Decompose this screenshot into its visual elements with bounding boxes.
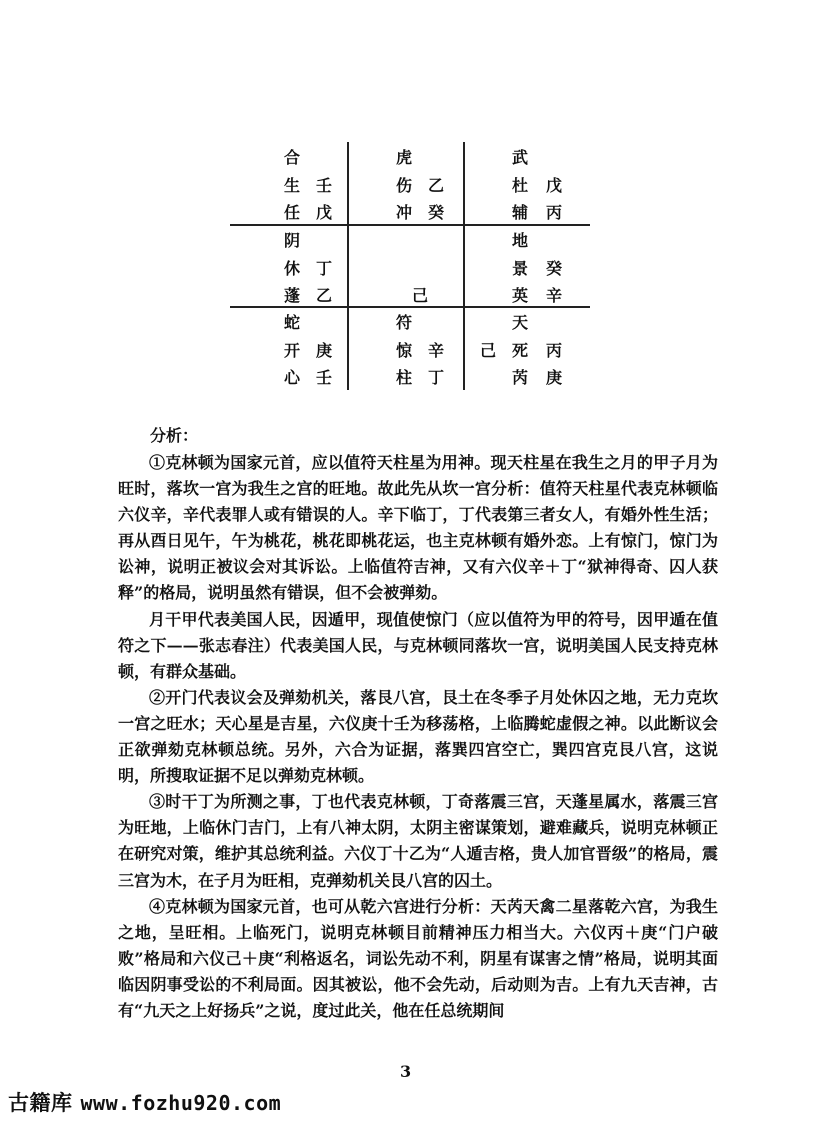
palace-e-door: 景 bbox=[512, 259, 529, 278]
palace-se-door: 死 bbox=[512, 341, 529, 360]
palace-n-star: 冲 bbox=[396, 203, 413, 222]
footer-url: www.fozhu920.com bbox=[80, 1091, 282, 1115]
palace-se-door-stem: 丙 bbox=[546, 341, 563, 360]
palace-w-door: 休 bbox=[284, 259, 301, 278]
palace-sw-star: 心 bbox=[284, 368, 301, 387]
palace-sw-door-stem: 庚 bbox=[316, 341, 333, 360]
grid-vline-right bbox=[463, 142, 465, 390]
palace-nw-star-stem: 戊 bbox=[316, 203, 333, 222]
palace-s-door: 惊 bbox=[396, 341, 413, 360]
palace-s-god: 符 bbox=[396, 313, 413, 332]
palace-nw-god: 合 bbox=[284, 148, 301, 167]
palace-se-extra-stem: 己 bbox=[480, 341, 497, 360]
palace-w-star-stem: 乙 bbox=[316, 286, 333, 305]
palace-se-god: 天 bbox=[512, 313, 529, 332]
palace-w-god: 阴 bbox=[284, 231, 301, 250]
page-number: 3 bbox=[400, 1062, 412, 1081]
palace-ne-star: 辅 bbox=[512, 203, 529, 222]
grid-hline-top bbox=[230, 224, 590, 226]
analysis-paragraph-3: ②开门代表议会及弹劾机关，落艮八宫，艮土在冬季子月处休囚之地，无力克坎一宫之旺水；天心星是吉星，六仪庚十壬为移荡格，上临腾蛇虚假之神。以此断议会正欲弹劾克林顿总统。另外，六合为证据，落巽四宫空亡，巽四宫克艮八宫，这说明，所搜取证据不足以弹劾克林顿。 bbox=[118, 687, 718, 786]
palace-ne-star-stem: 丙 bbox=[546, 203, 563, 222]
qimen-chart bbox=[270, 142, 590, 392]
palace-sw-god: 蛇 bbox=[284, 313, 301, 332]
palace-se-star: 芮 bbox=[512, 368, 529, 387]
palace-s-door-stem: 辛 bbox=[428, 341, 445, 360]
palace-se-star-stem: 庚 bbox=[546, 368, 563, 387]
palace-nw-star: 任 bbox=[284, 203, 301, 222]
palace-n-door: 伤 bbox=[396, 176, 413, 195]
palace-n-star-stem: 癸 bbox=[428, 203, 445, 222]
palace-w-star: 蓬 bbox=[284, 286, 301, 305]
analysis-paragraph-1: ①克林顿为国家元首，应以值符天柱星为用神。现天柱星在我生之月的甲子月为旺时，落坎一宫为我生之宫的旺地。故此先从坎一宫分析：值符天柱星代表克林顿临六仪辛，辛代表罪人或有错误的人。辛下临丁，丁代表第三者女人，有婚外性生活；再从酉日见午，午为桃花，桃花即桃花运，也主克林顿有婚外恋。上有惊门，惊门为讼神，说明正被议会对其诉讼。上临值符吉神，又有六仪辛＋丁“狱神得奇、囚人获释”的格局，说明虽然有错误，但不会被弹劾。 bbox=[118, 453, 718, 603]
palace-e-star-stem: 辛 bbox=[546, 286, 563, 305]
analysis-body bbox=[118, 450, 718, 1024]
palace-nw-door-stem: 壬 bbox=[316, 176, 333, 195]
footer-brand: 古籍库 bbox=[8, 1091, 73, 1115]
palace-center-stem: 己 bbox=[412, 286, 429, 305]
palace-ne-god: 武 bbox=[512, 148, 529, 167]
analysis-paragraph-5: ④克林顿为国家元首，也可从乾六宫进行分析：天芮天禽二星落乾六宫，为我生之地，呈旺相。上临死门，说明克林顿目前精神压力相当大。六仪丙＋庚“门户破败”格局和六仪己＋庚“利格返名，词讼先动不利，阴星有谋害之情”格局，说明其面临因阴事受讼的不利局面。因其被讼，他不会先动，后动则为吉。上有九天吉神，古有“九天之上好扬兵”之说，度过此关，他在任总统期间 bbox=[118, 896, 718, 1020]
palace-sw-door: 开 bbox=[284, 341, 301, 360]
palace-ne-door: 杜 bbox=[512, 176, 529, 195]
palace-n-god: 虎 bbox=[396, 148, 413, 167]
palace-e-door-stem: 癸 bbox=[546, 259, 563, 278]
palace-s-star: 柱 bbox=[396, 368, 413, 387]
grid-vline-left bbox=[347, 142, 349, 390]
palace-e-god: 地 bbox=[512, 231, 529, 250]
analysis-heading: 分析： bbox=[150, 426, 199, 445]
palace-w-door-stem: 丁 bbox=[316, 259, 333, 278]
palace-nw-door: 生 bbox=[284, 176, 301, 195]
analysis-paragraph-2: 月干甲代表美国人民，因遁甲，现值使惊门（应以值符为甲的符号，因甲遁在值符之下——张志春注）代表美国人民，与克林顿同落坎一宫，说明美国人民支持克林顿，有群众基础。 bbox=[118, 609, 718, 681]
analysis-paragraph-4: ③时干丁为所测之事，丁也代表克林顿，丁奇落震三宫，天蓬星属水，落震三宫为旺地，上临休门吉门，上有八神太阴，太阴主密谋策划，避难藏兵，说明克林顿正在研究对策，维护其总统利益。六仪丁十乙为“人遁吉格，贵人加官晋级”的格局，震三宫为木，在子月为旺相，克弹劾机关艮八宫的囚土。 bbox=[118, 792, 718, 890]
palace-n-door-stem: 乙 bbox=[428, 176, 445, 195]
palace-s-star-stem: 丁 bbox=[428, 368, 445, 387]
palace-sw-star-stem: 壬 bbox=[316, 368, 333, 387]
palace-e-star: 英 bbox=[512, 286, 529, 305]
grid-hline-bottom bbox=[230, 306, 590, 308]
footer-watermark bbox=[8, 1087, 281, 1117]
palace-ne-door-stem: 戊 bbox=[546, 176, 563, 195]
